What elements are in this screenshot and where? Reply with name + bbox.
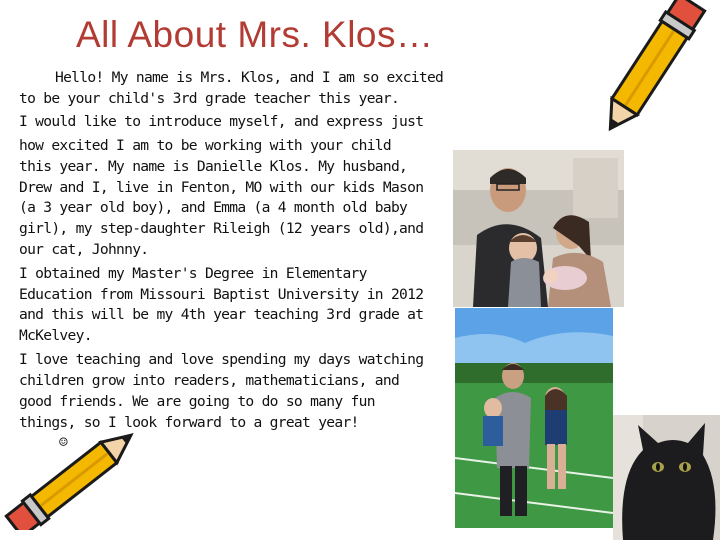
body-text (19, 68, 451, 454)
cat-photo (613, 415, 720, 540)
pencil-icon (0, 430, 145, 530)
body-line: our cat, Johnny. (19, 241, 149, 259)
paragraph-intro: Hello! My name is Mrs. Klos, and I am so excited to be your child's 3rd grade teacher this year. (19, 69, 444, 107)
body-line: (a 3 year old boy), and Emma (a 4 month old baby (19, 199, 408, 217)
smiley: ☺ (59, 434, 68, 452)
body-line: McKelvey. (19, 327, 92, 345)
family-hospital-photo (453, 150, 624, 307)
body-line: how excited I am to be working with your child (19, 136, 391, 154)
body-line: this year. My name is Danielle Klos. My husband, (19, 157, 408, 175)
family-field-photo (455, 308, 613, 528)
body-line: Education from Missouri Baptist University in 2012 (19, 285, 424, 303)
body-line: good friends. We are going to do so many fun (19, 392, 375, 410)
body-line: things, so I look forward to a great year! (19, 413, 359, 431)
body-line: and this will be my 4th year teaching 3rd grade at (19, 306, 424, 324)
pencil-icon (592, 0, 707, 138)
body-line: children grow into readers, mathematicians, and (19, 371, 400, 389)
body-line: I love teaching and love spending my days watching (19, 350, 424, 368)
slide-title: All About Mrs. Klos… (76, 14, 434, 55)
body-line: I obtained my Master's Degree in Elementary (19, 264, 367, 282)
body-line: girl), my step-daughter Rileigh (12 years old),and (19, 220, 424, 238)
body-line: I would like to introduce myself, and express just (19, 113, 424, 131)
body-line: Drew and I, live in Fenton, MO with our kids Mason (19, 178, 424, 196)
